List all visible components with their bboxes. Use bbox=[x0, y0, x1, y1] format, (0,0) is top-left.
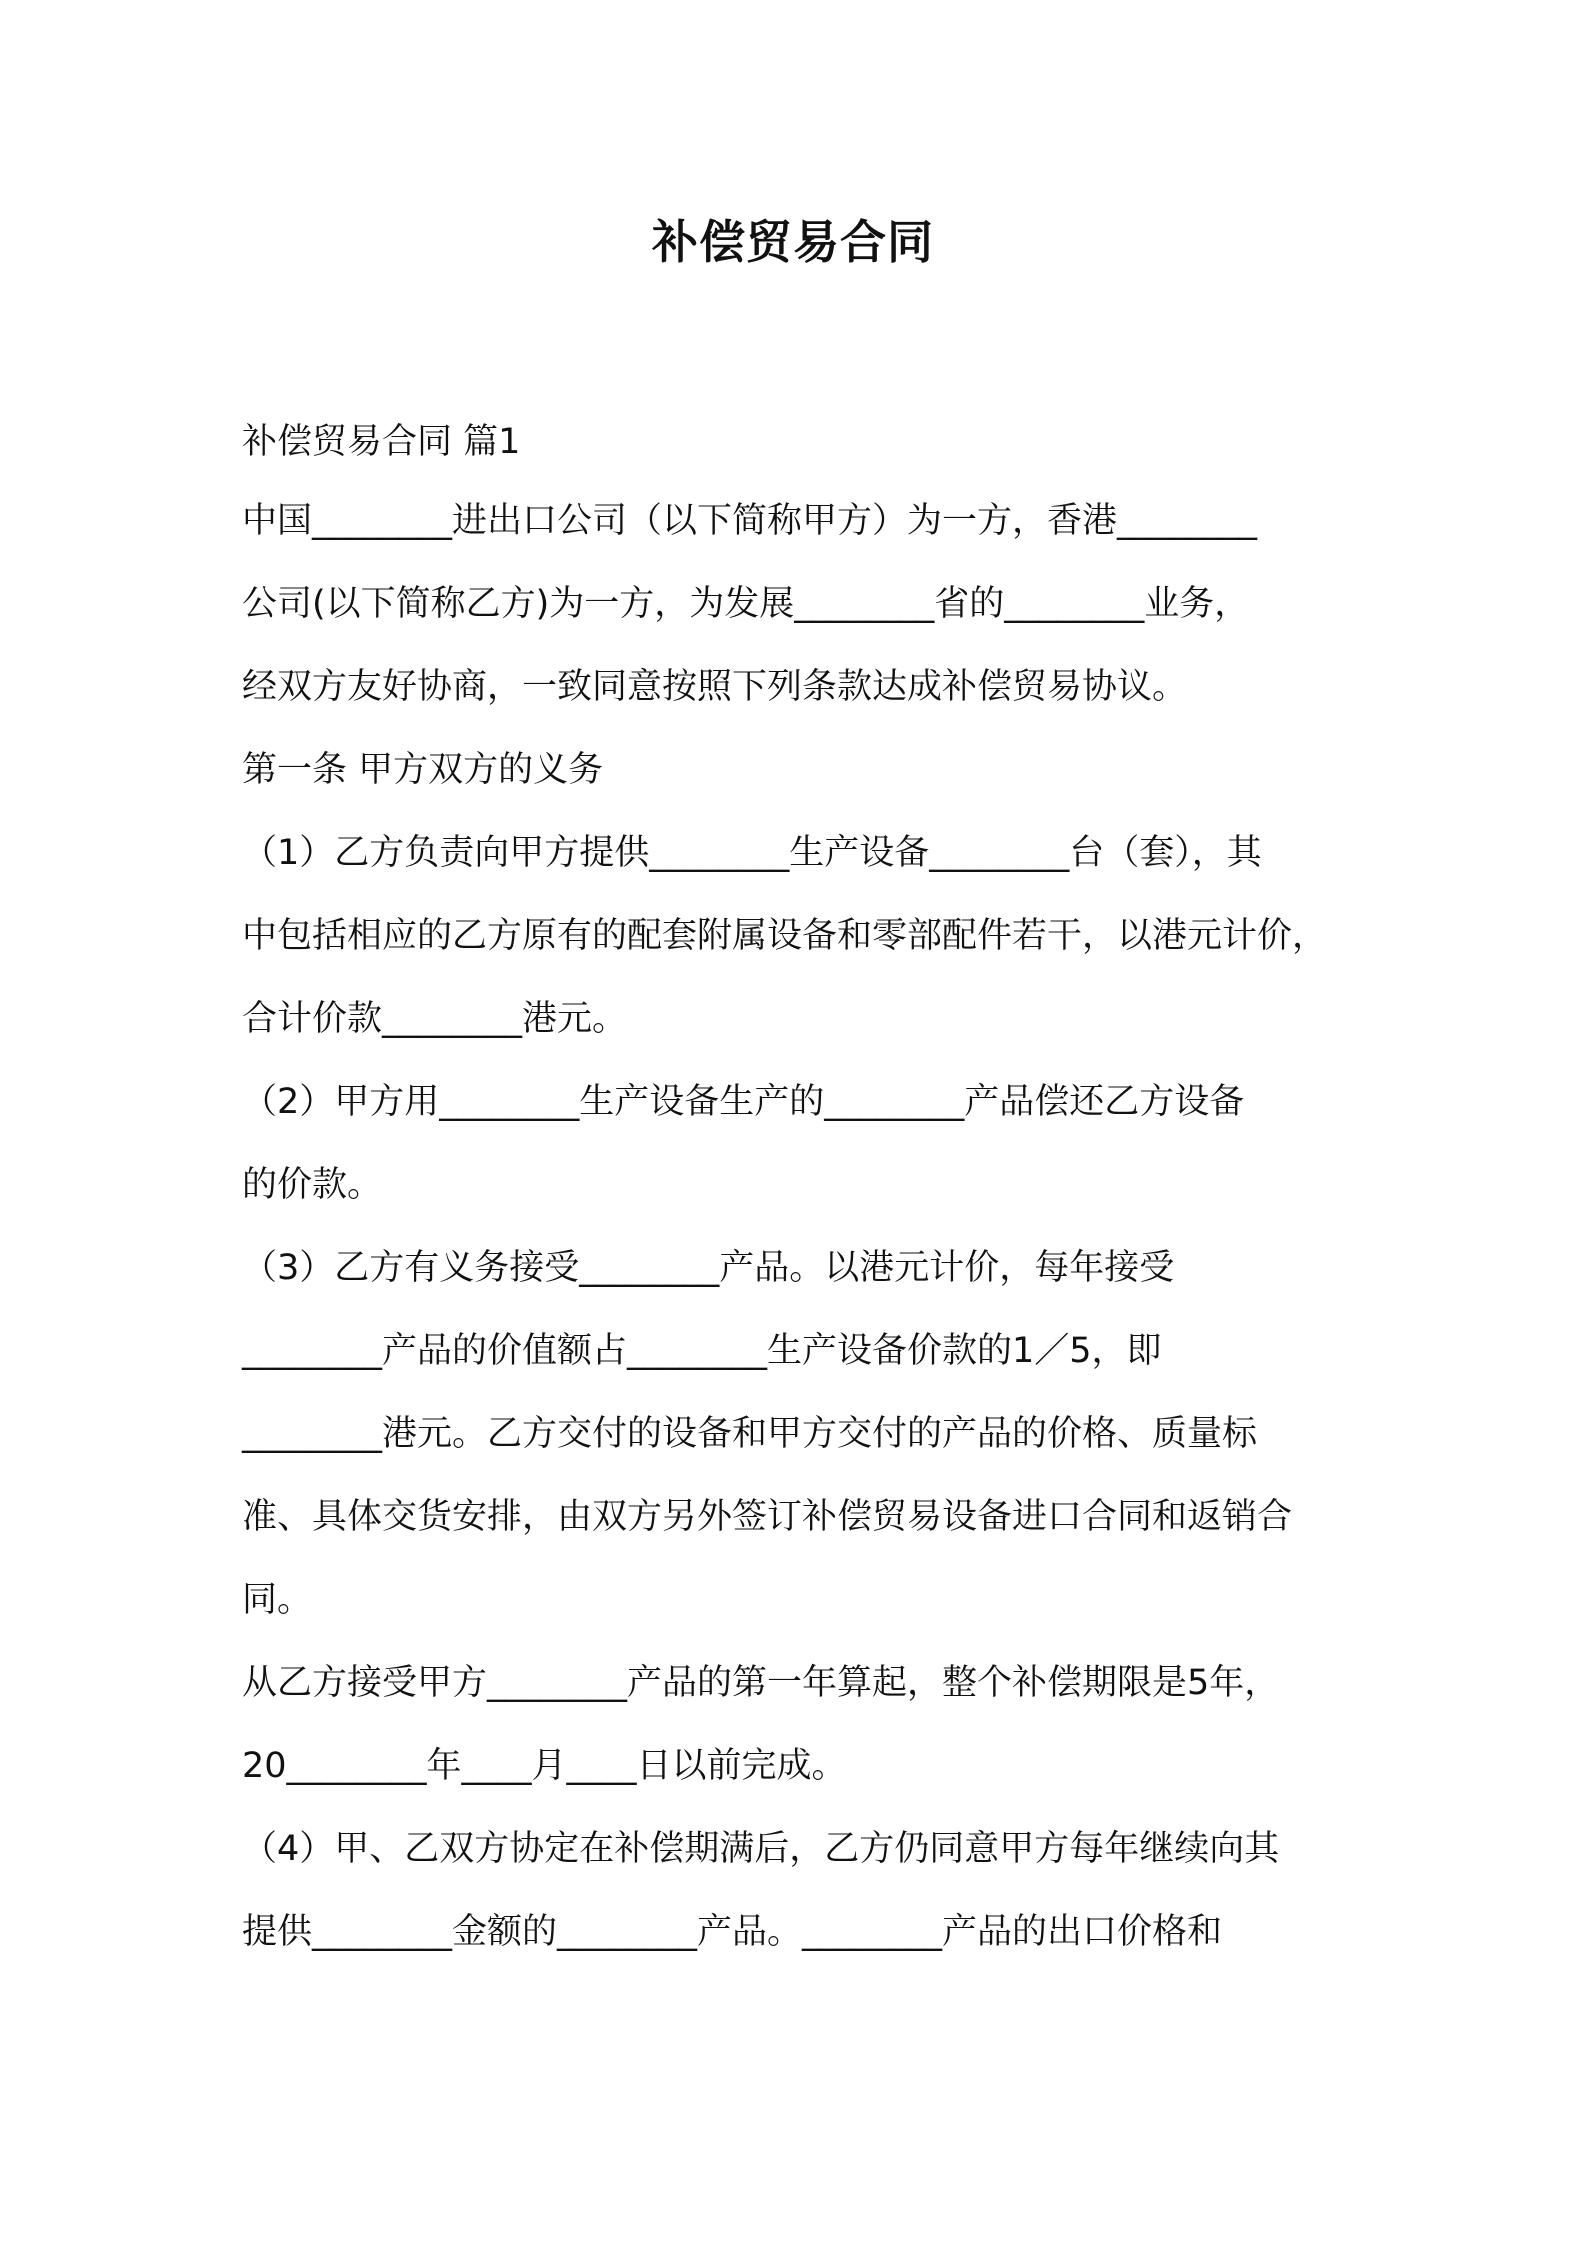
paragraph-line: 从乙方接受甲方________产品的第一年算起，整个补偿期限是5年， bbox=[242, 1663, 1280, 1703]
paragraph-line: 中国________进出口公司（以下简称甲方）为一方，香港________ bbox=[242, 501, 1258, 541]
clause-line: 提供________金额的________产品。________产品的出口价格和 bbox=[242, 1912, 1223, 1952]
clause-line: 中包括相应的乙方原有的配套附属设备和零部配件若干，以港元计价， bbox=[242, 916, 1328, 956]
clause-line: 准、具体交货安排，由双方另外签订补偿贸易设备进口合同和返销合 bbox=[242, 1497, 1293, 1537]
paragraph-line: 20________年____月____日以前完成。 bbox=[242, 1746, 847, 1786]
clause-line: （3）乙方有义务接受________产品。以港元计价，每年接受 bbox=[242, 1248, 1175, 1288]
clause-line: （2）甲方用________生产设备生产的________产品偿还乙方设备 bbox=[242, 1082, 1245, 1122]
paragraph-line: 公司(以下简称乙方)为一方，为发展________省的________业务， bbox=[242, 584, 1250, 624]
clause-line: ________产品的价值额占________生产设备价款的1／5，即 bbox=[242, 1331, 1162, 1371]
clause-line: 的价款。 bbox=[242, 1165, 383, 1205]
clause-line: 同。 bbox=[242, 1580, 313, 1620]
clause-line: （1）乙方负责向甲方提供________生产设备________台（套），其 bbox=[242, 833, 1262, 873]
clause-line: （4）甲、乙双方协定在补偿期满后，乙方仍同意甲方每年继续向其 bbox=[242, 1829, 1280, 1869]
paragraph-line: 经双方友好协商，一致同意按照下列条款达成补偿贸易协议。 bbox=[242, 667, 1188, 707]
clause-line: 合计价款________港元。 bbox=[242, 999, 628, 1039]
section-heading: 补偿贸易合同 篇1 bbox=[242, 422, 521, 462]
article-heading: 第一条 甲方双方的义务 bbox=[242, 750, 604, 790]
clause-line: ________港元。乙方交付的设备和甲方交付的产品的价格、质量标 bbox=[242, 1414, 1258, 1454]
document-title: 补偿贸易合同 bbox=[652, 215, 934, 269]
